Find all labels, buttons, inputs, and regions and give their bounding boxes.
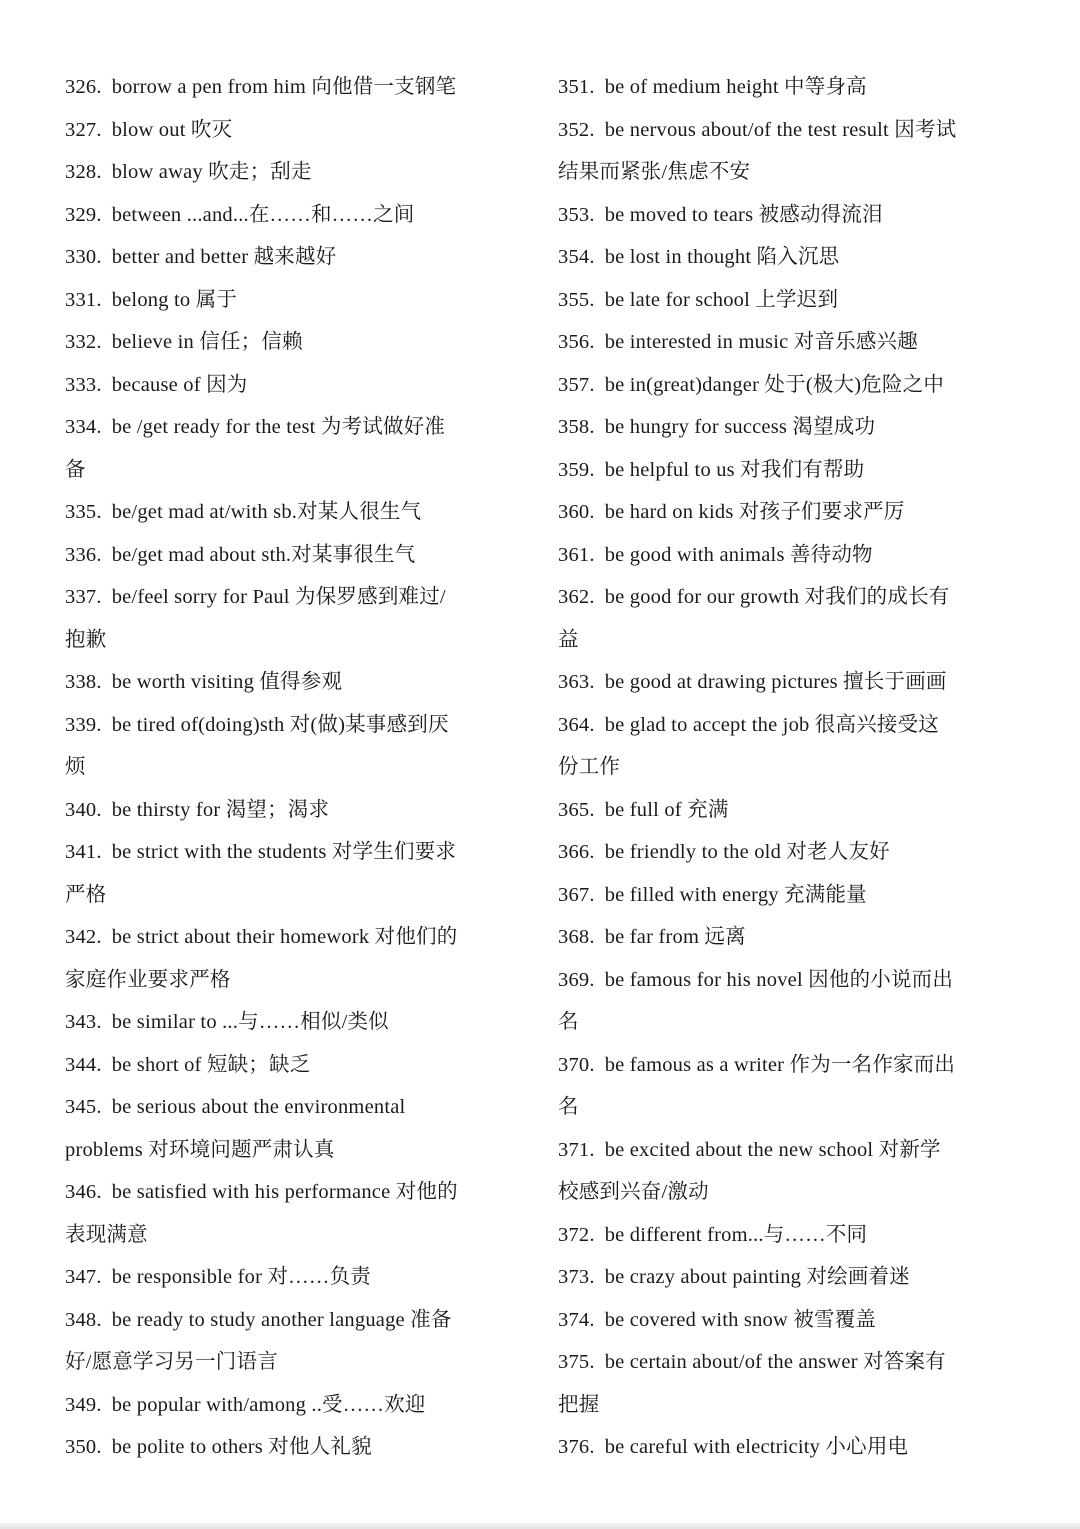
- entry-number: 352.: [558, 118, 595, 141]
- vocab-entry: [558, 916, 1010, 959]
- entry-text: be of medium height 中等身高: [604, 76, 867, 98]
- vocab-entry: [558, 109, 1010, 194]
- entry-text: be good with animals 善待动物: [604, 543, 873, 566]
- entry-first-line: [558, 1299, 1010, 1342]
- entry-number: 339.: [65, 713, 102, 736]
- vocab-entry: [558, 364, 1010, 407]
- entry-text: be crazy about painting 对绘画着迷: [604, 1266, 910, 1288]
- entry-text: be full of 充满: [604, 798, 729, 821]
- entry-number: 338.: [65, 671, 102, 693]
- entry-number: 334.: [65, 416, 102, 438]
- entry-number: 340.: [65, 798, 102, 821]
- entry-number: 361.: [558, 543, 595, 566]
- entry-text: be nervous about/of the test result 因考试: [604, 118, 957, 141]
- entry-text: be careful with electricity 小心用电: [604, 1436, 909, 1458]
- entry-number: 359.: [558, 458, 595, 481]
- vocab-entry: [558, 1214, 1010, 1257]
- entry-number: 344.: [65, 1053, 102, 1076]
- entry-first-line: [65, 1299, 517, 1342]
- entry-text: be lost in thought 陷入沉思: [604, 246, 840, 268]
- vocab-entry: [558, 704, 1010, 789]
- vocab-entry: [558, 1299, 1010, 1342]
- entry-number: 368.: [558, 926, 595, 948]
- entry-first-line: [65, 279, 517, 322]
- vocab-entry: [65, 1299, 517, 1384]
- vocab-entry: [65, 236, 517, 279]
- entry-first-line: [558, 831, 1010, 874]
- vocab-entry: [558, 1341, 1010, 1426]
- entry-continuation-line: [65, 449, 517, 492]
- vocab-entry: [65, 194, 517, 237]
- entry-first-line: [558, 1256, 1010, 1299]
- vocab-entry: [65, 1256, 517, 1299]
- entry-text: be interested in music 对音乐感兴趣: [604, 331, 918, 353]
- entry-first-line: [65, 916, 517, 959]
- entry-first-line: [65, 1426, 517, 1469]
- entry-first-line: [558, 576, 1010, 619]
- vocab-entry: [65, 1086, 517, 1171]
- vocab-entry: [65, 1044, 517, 1087]
- entry-number: 370.: [558, 1053, 595, 1076]
- entry-text: better and better 越来越好: [111, 246, 337, 268]
- entry-text: be ready to study another language 准备: [111, 1308, 452, 1331]
- vocab-entry: [65, 406, 517, 491]
- entry-number: 347.: [65, 1266, 102, 1288]
- entry-text: be filled with energy 充满能量: [604, 883, 867, 906]
- vocab-entry: [558, 491, 1010, 534]
- entry-text: 烦: [65, 756, 86, 778]
- entry-number: 353.: [558, 203, 595, 226]
- entry-text: 份工作: [558, 756, 621, 778]
- entry-number: 360.: [558, 501, 595, 523]
- entry-number: 355.: [558, 288, 595, 311]
- entry-text: be serious about the environmental: [111, 1096, 406, 1118]
- entry-text: be polite to others 对他人礼貌: [111, 1436, 372, 1458]
- vocab-entry: [558, 66, 1010, 109]
- entry-continuation-line: [558, 1171, 1010, 1214]
- vocab-entry: [65, 1426, 517, 1469]
- entry-text: be friendly to the old 对老人友好: [604, 841, 890, 863]
- entry-number: 350.: [65, 1436, 102, 1458]
- vocab-entry: [65, 151, 517, 194]
- entry-first-line: [558, 66, 1010, 109]
- page-bottom-edge: [0, 1523, 1080, 1529]
- entry-first-line: [558, 236, 1010, 279]
- entry-text: be popular with/among ..受……欢迎: [111, 1393, 426, 1416]
- entry-text: because of 因为: [111, 373, 248, 396]
- entry-text: be /get ready for the test 为考试做好准: [111, 416, 446, 438]
- entry-number: 335.: [65, 501, 102, 523]
- entry-number: 371.: [558, 1138, 595, 1161]
- entry-number: 328.: [65, 161, 102, 183]
- entry-first-line: [65, 151, 517, 194]
- vocab-entry: [558, 874, 1010, 917]
- entry-number: 337.: [65, 586, 102, 608]
- entry-first-line: [65, 1044, 517, 1087]
- vocab-entry: [558, 1044, 1010, 1129]
- right-column: [558, 66, 1010, 1469]
- entry-text: 备: [65, 458, 86, 481]
- entry-first-line: [558, 1044, 1010, 1087]
- entry-number: 329.: [65, 203, 102, 226]
- vocab-entry: [558, 321, 1010, 364]
- entry-continuation-line: [65, 874, 517, 917]
- entry-number: 332.: [65, 331, 102, 353]
- entry-text: be famous for his novel 因他的小说而出: [604, 968, 954, 991]
- vocab-entry: [65, 534, 517, 577]
- entry-first-line: [65, 406, 517, 449]
- entry-text: be famous as a writer 作为一名作家而出: [604, 1053, 956, 1076]
- entry-number: 369.: [558, 968, 595, 991]
- entry-text: 严格: [65, 883, 107, 906]
- entry-first-line: [558, 1426, 1010, 1469]
- entry-number: 348.: [65, 1308, 102, 1331]
- entry-continuation-line: [558, 1384, 1010, 1427]
- left-column: [65, 66, 517, 1469]
- entry-continuation-line: [558, 151, 1010, 194]
- entry-first-line: [558, 874, 1010, 917]
- entry-first-line: [558, 491, 1010, 534]
- entry-text: belong to 属于: [111, 288, 238, 311]
- entry-number: 336.: [65, 543, 102, 566]
- entry-number: 326.: [65, 76, 102, 98]
- entry-text: believe in 信任；信赖: [111, 331, 303, 353]
- entry-number: 330.: [65, 246, 102, 268]
- entry-number: 358.: [558, 416, 595, 438]
- vocab-entry: [65, 1384, 517, 1427]
- vocab-entry: [558, 1129, 1010, 1214]
- entry-text: be covered with snow 被雪覆盖: [604, 1308, 877, 1331]
- entry-first-line: [65, 236, 517, 279]
- entry-first-line: [65, 321, 517, 364]
- entry-text: be thirsty for 渴望；渴求: [111, 798, 330, 821]
- vocab-entry: [558, 1256, 1010, 1299]
- vocab-entry: [65, 831, 517, 916]
- entry-text: be certain about/of the answer 对答案有: [604, 1351, 946, 1373]
- entry-text: be far from 远离: [604, 926, 746, 948]
- entry-first-line: [558, 534, 1010, 577]
- entry-text: be hard on kids 对孩子们要求严厉: [604, 501, 905, 523]
- entry-first-line: [65, 1171, 517, 1214]
- entry-text: 益: [558, 628, 579, 651]
- entry-first-line: [558, 449, 1010, 492]
- entry-text: between ...and...在……和……之间: [111, 203, 415, 226]
- entry-text: be different from...与……不同: [604, 1223, 868, 1246]
- entry-first-line: [65, 109, 517, 152]
- entry-text: 抱歉: [65, 628, 107, 651]
- entry-text: be similar to ...与……相似/类似: [111, 1011, 389, 1033]
- entry-first-line: [558, 364, 1010, 407]
- entry-number: 327.: [65, 118, 102, 141]
- entry-first-line: [558, 406, 1010, 449]
- entry-first-line: [65, 1001, 517, 1044]
- entry-text: be satisfied with his performance 对他的: [111, 1181, 458, 1203]
- entry-text: be worth visiting 值得参观: [111, 671, 343, 693]
- entry-text: be responsible for 对……负责: [111, 1266, 371, 1288]
- vocab-entry: [65, 789, 517, 832]
- entry-first-line: [558, 704, 1010, 747]
- entry-first-line: [65, 661, 517, 704]
- entry-first-line: [558, 1129, 1010, 1172]
- entry-number: 333.: [65, 373, 102, 396]
- vocab-entry: [65, 66, 517, 109]
- entry-number: 342.: [65, 926, 102, 948]
- vocab-entry: [558, 534, 1010, 577]
- vocab-entry: [558, 661, 1010, 704]
- entry-text: 结果而紧张/焦虑不安: [558, 161, 751, 183]
- entry-first-line: [558, 279, 1010, 322]
- entry-first-line: [558, 661, 1010, 704]
- vocab-entry: [65, 1001, 517, 1044]
- entry-text: be short of 短缺；缺乏: [111, 1053, 311, 1076]
- entry-first-line: [65, 1086, 517, 1129]
- entry-number: 374.: [558, 1308, 595, 1331]
- entry-text: be helpful to us 对我们有帮助: [604, 458, 865, 481]
- entry-text: 表现满意: [65, 1223, 148, 1246]
- entry-number: 349.: [65, 1393, 102, 1416]
- entry-text: be tired of(doing)sth 对(做)某事感到厌: [111, 713, 449, 736]
- entry-continuation-line: [558, 619, 1010, 662]
- entry-text: be excited about the new school 对新学: [604, 1138, 941, 1161]
- vocab-entry: [65, 364, 517, 407]
- entry-text: be good for our growth 对我们的成长有: [604, 586, 950, 608]
- entry-number: 372.: [558, 1223, 595, 1246]
- vocab-entry: [65, 109, 517, 152]
- entry-text: be/feel sorry for Paul 为保罗感到难过/: [111, 586, 446, 608]
- entry-number: 354.: [558, 246, 595, 268]
- entry-first-line: [65, 831, 517, 874]
- entry-text: blow away 吹走；刮走: [111, 161, 312, 183]
- entry-number: 362.: [558, 586, 595, 608]
- entry-first-line: [558, 321, 1010, 364]
- vocab-entry: [65, 916, 517, 1001]
- entry-number: 365.: [558, 798, 595, 821]
- entry-number: 375.: [558, 1351, 595, 1373]
- vocab-entry: [558, 279, 1010, 322]
- entry-first-line: [558, 1341, 1010, 1384]
- vocab-entry: [65, 1171, 517, 1256]
- entry-first-line: [558, 789, 1010, 832]
- entry-first-line: [65, 1384, 517, 1427]
- vocab-entry: [558, 1426, 1010, 1469]
- entry-text: be/get mad at/with sb.对某人很生气: [111, 501, 422, 523]
- entry-first-line: [65, 534, 517, 577]
- vocab-entry: [65, 576, 517, 661]
- entry-text: 名: [558, 1011, 579, 1033]
- entry-first-line: [558, 194, 1010, 237]
- vocab-entry: [65, 279, 517, 322]
- entry-number: 366.: [558, 841, 595, 863]
- entry-text: problems 对环境问题严肃认真: [65, 1138, 335, 1161]
- entry-first-line: [65, 364, 517, 407]
- entry-first-line: [65, 1256, 517, 1299]
- entry-first-line: [558, 916, 1010, 959]
- entry-continuation-line: [65, 959, 517, 1002]
- entry-continuation-line: [65, 1129, 517, 1172]
- entry-text: blow out 吹灭: [111, 118, 233, 141]
- vocab-entry: [558, 194, 1010, 237]
- entry-number: 331.: [65, 288, 102, 311]
- entry-number: 364.: [558, 713, 595, 736]
- entry-first-line: [65, 66, 517, 109]
- entry-number: 351.: [558, 76, 595, 98]
- entry-first-line: [65, 789, 517, 832]
- vocab-entry: [65, 321, 517, 364]
- vocab-entry: [65, 491, 517, 534]
- entry-text: 校感到兴奋/激动: [558, 1181, 709, 1203]
- entry-text: 名: [558, 1096, 579, 1118]
- entry-number: 341.: [65, 841, 102, 863]
- entry-continuation-line: [558, 1001, 1010, 1044]
- vocab-entry: [558, 449, 1010, 492]
- vocab-entry: [558, 576, 1010, 661]
- entry-text: borrow a pen from him 向他借一支钢笔: [111, 76, 457, 98]
- entry-text: be/get mad about sth.对某事很生气: [111, 543, 416, 566]
- entry-text: be moved to tears 被感动得流泪: [604, 203, 883, 226]
- entry-text: be good at drawing pictures 擅长于画画: [604, 671, 947, 693]
- entry-continuation-line: [65, 1341, 517, 1384]
- vocab-entry: [558, 831, 1010, 874]
- entry-number: 346.: [65, 1181, 102, 1203]
- vocab-entry: [558, 406, 1010, 449]
- entry-number: 376.: [558, 1436, 595, 1458]
- entry-continuation-line: [65, 746, 517, 789]
- vocab-entry: [65, 704, 517, 789]
- entry-continuation-line: [558, 1086, 1010, 1129]
- entry-number: 367.: [558, 883, 595, 906]
- entry-first-line: [65, 491, 517, 534]
- vocab-entry: [65, 661, 517, 704]
- entry-text: be strict with the students 对学生们要求: [111, 841, 457, 863]
- entry-continuation-line: [65, 619, 517, 662]
- entry-text: be glad to accept the job 很高兴接受这: [604, 713, 940, 736]
- entry-continuation-line: [65, 1214, 517, 1257]
- entry-first-line: [558, 109, 1010, 152]
- entry-text: 好/愿意学习另一门语言: [65, 1351, 278, 1373]
- entry-text: be late for school 上学迟到: [604, 288, 839, 311]
- entry-continuation-line: [558, 746, 1010, 789]
- entry-text: 把握: [558, 1393, 600, 1416]
- entry-first-line: [558, 1214, 1010, 1257]
- entry-number: 343.: [65, 1011, 102, 1033]
- entry-text: be hungry for success 渴望成功: [604, 416, 876, 438]
- vocab-entry: [558, 236, 1010, 279]
- entry-first-line: [65, 194, 517, 237]
- entry-first-line: [558, 959, 1010, 1002]
- entry-first-line: [65, 576, 517, 619]
- entry-number: 345.: [65, 1096, 102, 1118]
- entry-number: 363.: [558, 671, 595, 693]
- entry-number: 357.: [558, 373, 595, 396]
- entry-text: 家庭作业要求严格: [65, 968, 231, 991]
- entry-number: 356.: [558, 331, 595, 353]
- entry-number: 373.: [558, 1266, 595, 1288]
- entry-text: be strict about their homework 对他们的: [111, 926, 458, 948]
- vocab-entry: [558, 959, 1010, 1044]
- entry-text: be in(great)danger 处于(极大)危险之中: [604, 373, 945, 396]
- vocab-entry: [558, 789, 1010, 832]
- entry-first-line: [65, 704, 517, 747]
